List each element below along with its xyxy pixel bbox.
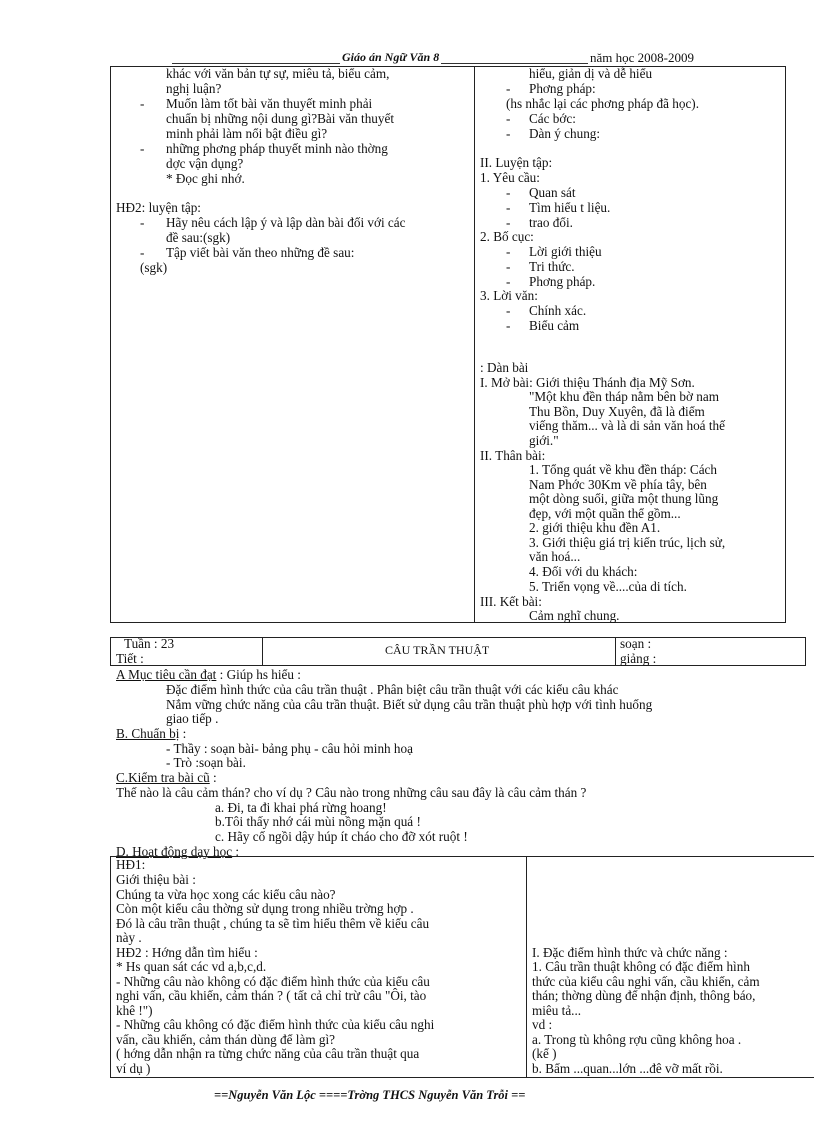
bottom-left-line: HĐ2 : Hớng dẫn tìm hiểu : [116, 945, 258, 960]
top-right-line: Tri thức. [529, 259, 575, 274]
top-right-line: 3. Giới thiệu giá trị kiến trúc, lịch sử, [529, 535, 726, 550]
bottom-left-line: Chúng ta vừa học xong các kiểu câu nào? [116, 887, 336, 902]
top-left-line: đề sau:(sgk) [166, 230, 231, 245]
bottom-right-line: a. Trong tù không rợu cũng không hoa . [532, 1032, 742, 1047]
top-right-line: Tìm hiểu t liệu. [529, 200, 611, 215]
section-c-heading [116, 771, 217, 786]
top-right-line: 1. Tổng quát về khu đền tháp: Cách [529, 462, 718, 477]
section-b-title: B. Chuẩn bị [116, 726, 180, 741]
section-c-item: a. Đi, ta đi khai phá rừng hoang! [215, 800, 387, 815]
bullet-dash: - [140, 215, 145, 230]
top-right-line: Lời giới thiệu [529, 244, 602, 259]
bullet-dash: - [506, 244, 511, 259]
section-c-title: C.Kiểm tra bài cũ [116, 770, 210, 785]
top-right-line: (hs nhắc lại các phơng pháp đã học). [506, 96, 699, 111]
section-b-line: - Trò :soạn bài. [166, 755, 246, 770]
section-d-suffix: : [232, 844, 240, 859]
bottom-left-line: ví dụ ) [116, 1061, 151, 1076]
bottom-left-line: ( hớng dẫn nhận ra từng chức năng của câu trần thuật qua [116, 1046, 420, 1061]
bottom-right-line: b. Bẩm ...quan...lớn ...đê vỡ mất rồi. [532, 1061, 723, 1076]
bottom-left-line: Đó là câu trần thuật , chúng ta sẽ tìm hiểu thêm về kiểu câu [116, 916, 430, 931]
bullet-dash: - [506, 111, 511, 126]
bottom-left-line: Giới thiệu bài : [116, 872, 196, 887]
lesson-prep-date: soạn : [620, 636, 652, 651]
top-left-line: HĐ2: luyện tập: [116, 200, 201, 215]
top-left-line: khác với văn bản tự sự, miêu tả, biểu cảm, [166, 66, 390, 81]
top-left-line: nghị luận? [166, 81, 222, 96]
top-right-line: 5. Triển vọng về....của di tích. [529, 579, 687, 594]
bullet-dash: - [140, 96, 145, 111]
bottom-right-line: (kể ) [532, 1046, 557, 1061]
lesson-header-divider [262, 637, 263, 666]
top-right-line: đẹp, với một quần thể gồm... [529, 506, 681, 521]
top-right-line: trao đổi. [529, 215, 573, 230]
top-right-line: II. Luyện tập: [480, 155, 553, 170]
top-right-line: I. Mở bài: Giới thiệu Thánh địa Mỹ Sơn. [480, 375, 695, 390]
section-a-line: Đặc điểm hình thức của câu trần thuật . Phân biệt câu trần thuật với các kiểu câu khác [166, 682, 619, 697]
bullet-dash: - [506, 274, 511, 289]
bottom-right-line: I. Đặc điểm hình thức và chức năng : [532, 945, 728, 960]
top-right-line: 3. Lời văn: [480, 288, 538, 303]
section-a-heading [116, 668, 301, 683]
top-right-line: "Một khu đền tháp nằm bên bờ nam [529, 389, 719, 404]
bottom-table-divider [526, 856, 527, 1078]
bottom-left-line: vấn, cầu khiến, cảm thán dùng để làm gì? [116, 1032, 335, 1047]
bullet-dash: - [140, 245, 145, 260]
top-right-line: Phơng pháp: [529, 81, 596, 96]
bottom-left-line: khê !") [116, 1003, 153, 1018]
section-c-question: Thế nào là câu cảm thán? cho ví dụ ? Câu nào trong những câu sau đây là câu cảm thán ? [116, 785, 587, 800]
bullet-dash: - [506, 318, 511, 333]
top-right-line: Biểu cảm [529, 318, 580, 333]
lesson-period: Tiết : [116, 651, 144, 666]
bottom-right-line: miêu tả... [532, 1003, 582, 1018]
top-right-line: 4. Đối với du khách: [529, 564, 638, 579]
top-left-line: dợc vận dụng? [166, 156, 244, 171]
top-right-line: Các bớc: [529, 111, 576, 126]
top-right-line: một dòng suối, giữa một thung lũng [529, 491, 719, 506]
section-b-suffix: : [179, 726, 187, 741]
bottom-left-line: nghi vấn, cầu khiến, cảm thán ? ( tất cả chỉ trừ câu "Ôi, tào [116, 988, 427, 1003]
lesson-header-divider [615, 637, 616, 666]
top-left-line: Muốn làm tốt bài văn thuyết minh phải [166, 96, 373, 111]
top-left-line: những phơng pháp thuyết minh nào thờng [166, 141, 388, 156]
top-right-line: Quan sát [529, 185, 576, 200]
lesson-teach-date: giảng : [620, 651, 657, 666]
section-d-title: D. Hoạt động dạy học [116, 844, 233, 859]
top-table-divider [474, 66, 475, 623]
header-year: năm học 2008-2009 [590, 50, 694, 65]
bullet-dash: - [506, 259, 511, 274]
bullet-dash: - [506, 215, 511, 230]
top-right-line: III. Kết bài: [480, 594, 542, 609]
section-a-line: Nắm vững chức năng của câu trần thuật. Biết sử dụng câu trần thuật phù hợp với tình huống [166, 697, 653, 712]
bullet-dash: - [506, 200, 511, 215]
page-footer: ==Nguyễn Văn Lộc ====Trờng THCS Nguyễn Văn Trỗi == [214, 1088, 526, 1102]
section-a-line: giao tiếp . [166, 711, 219, 726]
top-right-line: Thu Bồn, Duy Xuyên, đã là điểm [529, 404, 705, 419]
top-left-line: * Đọc ghi nhớ. [166, 171, 245, 186]
bottom-left-line: - Những câu không có đặc điểm hình thức của kiểu câu nghi [116, 1017, 435, 1032]
section-c-item: b.Tôi thấy nhớ cái mùi nồng mặn quá ! [215, 814, 421, 829]
bullet-dash: - [140, 141, 145, 156]
top-right-line: 1. Yêu cầu: [480, 170, 540, 185]
top-right-line: : Dàn bài [480, 360, 529, 375]
top-right-line: 2. giới thiệu khu đền A1. [529, 520, 661, 535]
top-right-line: Cảm nghĩ chung. [529, 608, 620, 623]
bottom-right-line: thức của kiểu câu nghi vấn, cầu khiến, cảm [532, 974, 760, 989]
section-a-title: A Mục tiêu cần đạt [116, 667, 217, 682]
section-b-line: - Thầy : soạn bài- bảng phụ - câu hỏi minh hoạ [166, 741, 413, 756]
bottom-left-line: * Hs quan sát các vd a,b,c,d. [116, 959, 267, 974]
bottom-left-line: HĐ1: [116, 857, 146, 872]
top-right-line: 2. Bố cục: [480, 229, 534, 244]
lesson-title: CÂU TRẦN THUẬT [385, 643, 490, 657]
bullet-dash: - [506, 303, 511, 318]
bottom-left-line: - Những câu nào không có đặc điểm hình thức của kiểu câu [116, 974, 430, 989]
header-title: Giáo án Ngữ Văn 8 [342, 50, 440, 64]
top-left-line: (sgk) [140, 260, 168, 275]
top-right-line: Dàn ý chung: [529, 126, 601, 141]
lesson-week: Tuần : 23 [124, 636, 175, 651]
bottom-right-line: vd : [532, 1017, 553, 1032]
section-c-item: c. Hãy cố ngồi dậy húp ít cháo cho đỡ xót ruột ! [215, 829, 468, 844]
top-left-line: minh phải làm nổi bật điều gì? [166, 126, 328, 141]
top-right-line: Phơng pháp. [529, 274, 596, 289]
top-right-line: II. Thân bài: [480, 448, 546, 463]
bullet-dash: - [506, 126, 511, 141]
bullet-dash: - [506, 81, 511, 96]
top-right-line: hiểu, giản dị và dễ hiểu [529, 66, 653, 81]
top-left-line: Tập viết bài văn theo những đề sau: [166, 245, 355, 260]
top-right-line: văn hoá... [529, 549, 581, 564]
top-left-line: Hãy nêu cách lập ý và lập dàn bài đối với các [166, 215, 406, 230]
bullet-dash: - [506, 185, 511, 200]
section-a-suffix: : Giúp hs hiểu : [216, 667, 301, 682]
top-right-line: viếng thăm... và là di sản văn hoá thế [529, 418, 725, 433]
top-left-line: chuẩn bị những nội dung gì?Bài văn thuyết [166, 111, 394, 126]
section-c-suffix: : [209, 770, 217, 785]
bottom-left-line: Còn một kiểu câu thờng sử dụng trong nhiều trờng hợp . [116, 901, 414, 916]
top-right-line: Chính xác. [529, 303, 587, 318]
top-right-line: Nam Phớc 30Km về phía tây, bên [529, 477, 707, 492]
bottom-left-line: này . [116, 930, 142, 945]
bottom-right-line: thán; thờng dùng để nhận định, thông báo, [532, 988, 756, 1003]
section-b-heading [116, 727, 186, 742]
bottom-right-line: 1. Câu trần thuật không có đặc điểm hình [532, 959, 750, 974]
top-right-line: giới." [529, 433, 559, 448]
